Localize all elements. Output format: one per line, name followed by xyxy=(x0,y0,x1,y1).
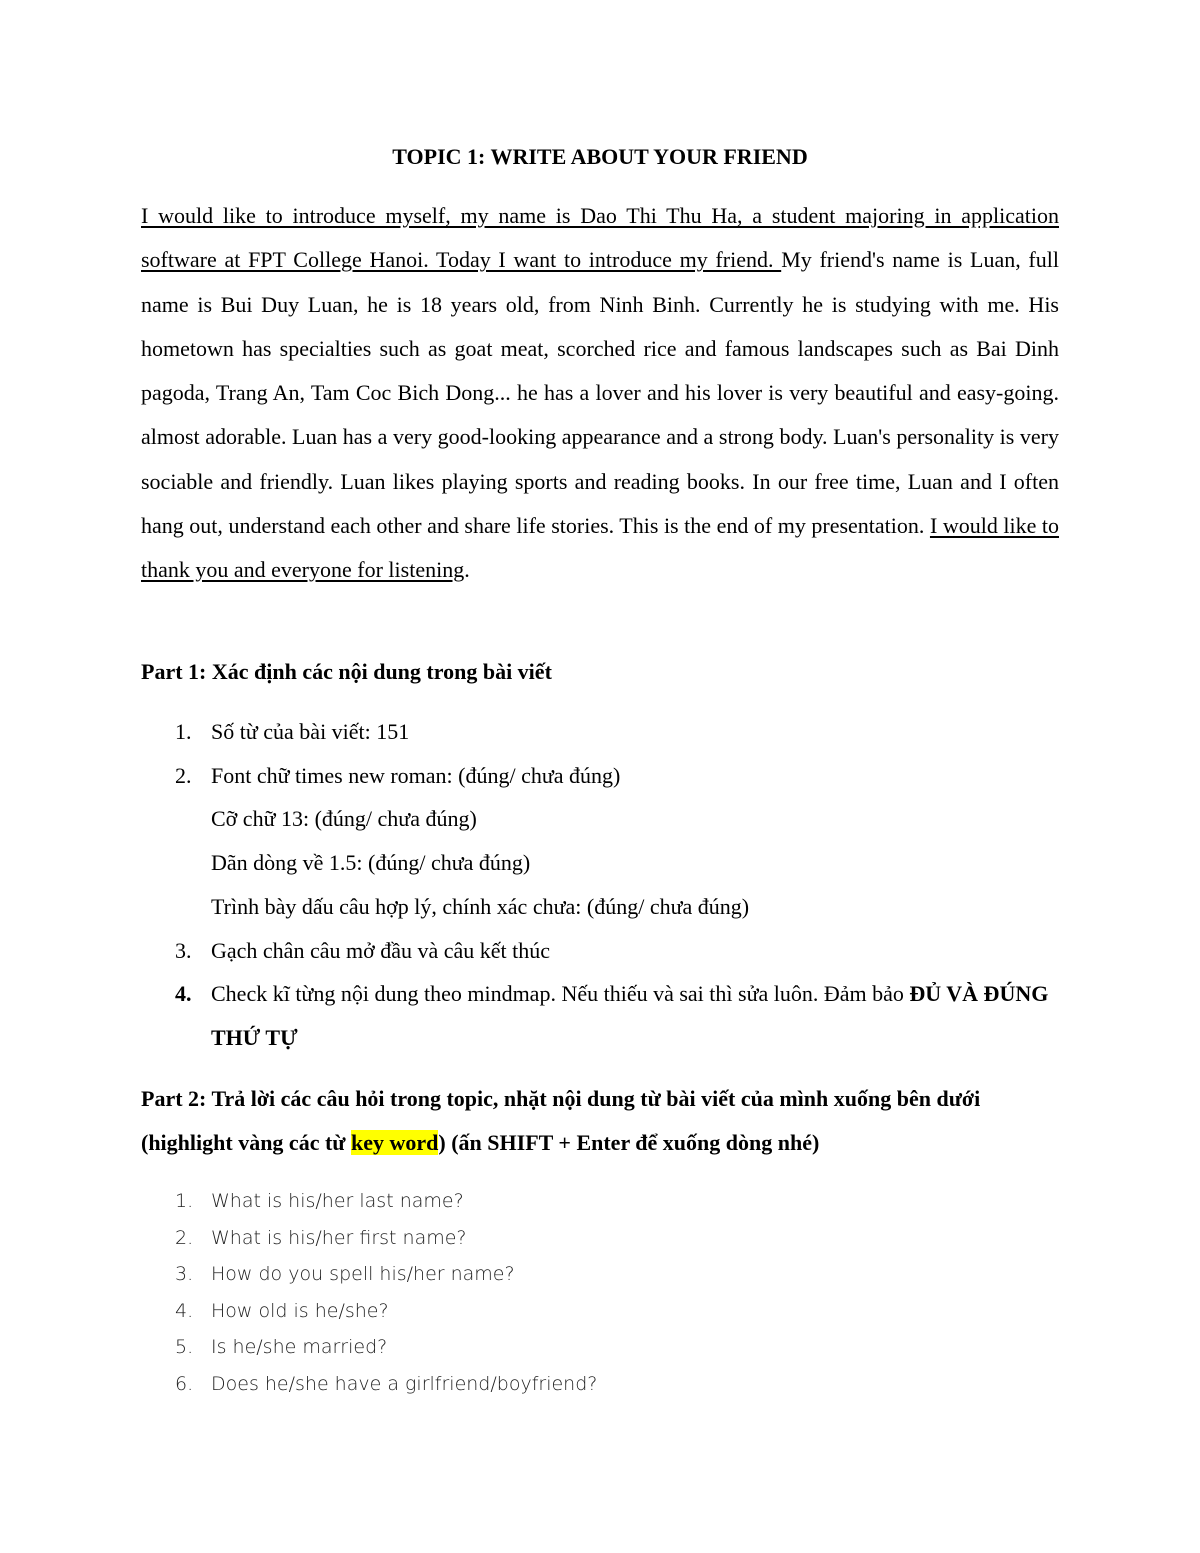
list-subline: Dãn dòng về 1.5: (đúng/ chưa đúng) xyxy=(211,850,531,876)
list-number: 4. xyxy=(175,981,192,1007)
part1-heading: Part 1: Xác định các nội dung trong bài viết xyxy=(141,659,552,684)
list-number: 1. xyxy=(175,719,192,744)
list-number: 3. xyxy=(175,937,192,963)
question-text: What is his/her last name? xyxy=(211,1190,464,1212)
list-item xyxy=(141,1293,1059,1330)
essay-closing-sentence: I would like to thank you and everyone for listening xyxy=(141,513,1059,583)
essay-body: My friend's name is Luan, full name is Bui Duy Luan, he is 18 years old, from Ninh Binh. Currently he is studying with me. His hometown has specialties such as goat meat, scorched rice and famous landscapes such as Bai Dinh pagoda, Trang An, Tam Coc Bich Dong... he has a lover and his lover is very beautiful and easy-going. almost adorable. Luan has a very good-looking appearance and a strong body. Luan's personality is very sociable and friendly. Luan likes playing sports and reading books. In our free time, Luan and I often hang out, understand each other and share life stories. This is the end of my presentation. xyxy=(141,247,1059,539)
list-text: Check kĩ từng nội dung theo mindmap. Nếu thiếu và sai thì sửa luôn. Đảm bảo xyxy=(211,981,910,1007)
list-item xyxy=(141,1366,1059,1403)
essay-opening-sentence: I would like to introduce myself, my name is Dao Thi Thu Ha, a student majoring in application software at FPT College Hanoi. Today I want to introduce my friend. xyxy=(141,203,1059,273)
part2-heading-text: Part 2: Trả lời các câu hỏi trong topic, nhặt nội dung từ bài viết của mình xuống bên dưới (highlight vàng các từ xyxy=(141,1086,981,1155)
part2-questions xyxy=(141,1183,1059,1402)
list-number: 4. xyxy=(175,1299,194,1322)
list-item xyxy=(141,1256,1059,1293)
list-item xyxy=(141,710,1059,754)
list-item xyxy=(141,929,1059,973)
list-text-emphasis: ĐỦ VÀ ĐÚNG THỨ TỰ xyxy=(211,981,1049,1050)
page-title: TOPIC 1: WRITE ABOUT YOUR FRIEND xyxy=(392,144,808,169)
list-subline: Cỡ chữ 13: (đúng/ chưa đúng) xyxy=(211,806,477,832)
question-text: Does he/she have a girlfriend/boyfriend? xyxy=(211,1372,598,1395)
list-number: 2. xyxy=(175,1226,194,1249)
essay-paragraph xyxy=(141,194,1059,593)
keyword-highlight: key word xyxy=(351,1130,439,1155)
part2-heading-text-end: ) (ấn SHIFT + Enter để xuống dòng nhé) xyxy=(438,1130,820,1155)
list-number: 1. xyxy=(175,1190,194,1212)
list-item xyxy=(141,972,1059,1059)
essay-closing-punct: . xyxy=(464,557,470,583)
list-item xyxy=(141,1183,1059,1220)
question-text: What is his/her first name? xyxy=(211,1226,467,1249)
list-item xyxy=(141,1329,1059,1366)
list-subline: Trình bày dấu câu hợp lý, chính xác chưa: (đúng/ chưa đúng) xyxy=(211,893,750,919)
list-item xyxy=(141,754,1059,929)
list-number: 2. xyxy=(175,762,192,788)
part2-heading xyxy=(141,1077,1059,1165)
question-text: How do you spell his/her name? xyxy=(211,1263,515,1285)
question-text: How old is he/she? xyxy=(211,1299,389,1322)
list-number: 3. xyxy=(175,1263,194,1285)
list-text: Font chữ times new roman: (đúng/ chưa đúng) xyxy=(211,762,621,788)
list-number: 5. xyxy=(175,1336,194,1358)
list-text: Gạch chân câu mở đầu và câu kết thúc xyxy=(211,937,551,963)
question-text: Is he/she married? xyxy=(211,1336,388,1358)
list-number: 6. xyxy=(175,1372,194,1395)
part1-checklist xyxy=(141,710,1059,1060)
list-item xyxy=(141,1220,1059,1257)
list-text: Số từ của bài viết: 151 xyxy=(211,719,410,744)
